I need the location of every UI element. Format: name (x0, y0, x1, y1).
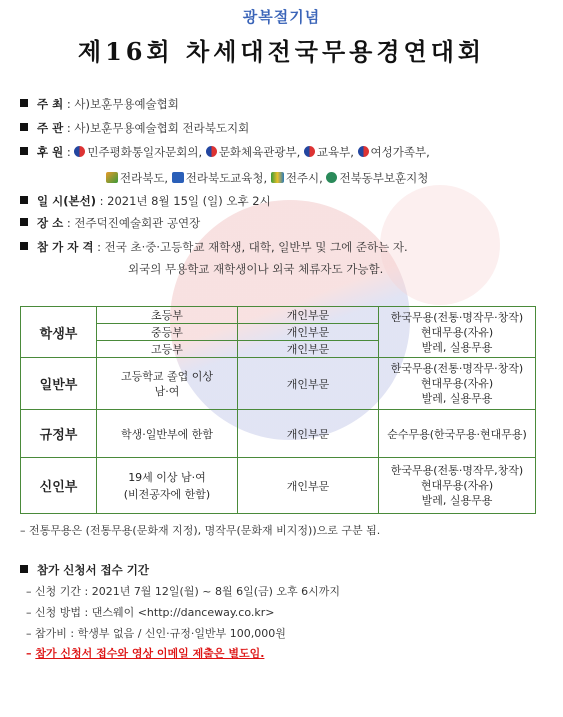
date-row (20, 194, 271, 208)
event-subtitle: 광복절기념 (242, 8, 321, 26)
bullet-square-icon (20, 147, 28, 155)
cat-general: 개인부문 (238, 358, 379, 410)
genre-newcomer (379, 458, 536, 514)
div-middle: 중등부 (97, 324, 238, 341)
div-elementary: 초등부 (97, 307, 238, 324)
date-label: 일 시(본선) (37, 194, 96, 208)
division-table (20, 306, 536, 514)
bullet-square-icon (20, 196, 28, 204)
bullet-square-icon (20, 242, 28, 250)
government-emblem-icon (206, 146, 217, 157)
event-title: 제16회 차세대전국무용경연대회 (77, 37, 486, 66)
host-label: 주 최 (37, 97, 64, 111)
application-period: – 신청 기간 : 2021년 7월 12일(월) ~ 8월 6일(금) 오후 6시까지 (26, 585, 341, 598)
div-newcomer-1: 19세 이상 남·여 (128, 470, 206, 484)
eligibility-value: : 전국 초·중·고등학교 재학생, 대학, 일반부 및 그에 준하는 자. (97, 240, 408, 254)
bullet-square-icon (20, 218, 28, 226)
genre-general-3: 발레, 실용무용 (421, 392, 493, 405)
sponsor-6: 전라북도교육청, (185, 171, 271, 185)
application-heading-text: 참가 신청서 접수 기간 (37, 563, 149, 577)
genre-general-1: 한국무용(전통·명작무·창작) (390, 362, 524, 375)
date-value: : 2021년 8월 15일 (일) 오후 2시 (99, 194, 271, 208)
eligibility-row (20, 240, 408, 254)
sponsor-label: 후 원 (37, 145, 64, 159)
genre-student (379, 307, 536, 358)
sponsor-2: 문화체육관광부, (218, 145, 304, 159)
application-heading (20, 562, 149, 578)
genre-regular: 순수무용(한국무용·현대무용) (379, 410, 536, 458)
sponsor-row (20, 145, 430, 159)
jeonju-logo-icon (271, 172, 284, 183)
cat-student-2: 개인부문 (238, 324, 379, 341)
div-regular: 학생·일반부에 한함 (97, 410, 238, 458)
div-newcomer-2: (비전공자에 한함) (123, 487, 211, 501)
government-emblem-icon (304, 146, 315, 157)
sponsor-8: 전북동부보훈지청 (339, 171, 429, 185)
cat-student-1: 개인부문 (238, 307, 379, 324)
sponsor-1: 민주평화통일자문회의, (87, 145, 206, 159)
eligibility-label: 참 가 자 격 (37, 240, 94, 254)
organizer-value: : 사)보훈무용예술협회 전라북도지회 (66, 121, 250, 135)
div-newcomer (97, 458, 238, 514)
genre-student-2: 현대무용(자유) (420, 325, 494, 339)
host-row (20, 97, 179, 111)
venue-label: 장 소 (37, 216, 64, 230)
venue-value: : 전주덕진예술회관 공연장 (66, 216, 201, 230)
bullet-square-icon (20, 565, 28, 573)
bullet-square-icon (20, 99, 28, 107)
government-emblem-icon (74, 146, 85, 157)
genre-student-3: 발레, 실용무용 (421, 340, 493, 354)
sponsor-7: 전주시, (285, 171, 327, 185)
group-student: 학생부 (21, 307, 97, 358)
div-general-2: 남·여 (154, 384, 180, 398)
sponsor-5: 전라북도, (120, 171, 172, 185)
host-value: : 사)보훈무용예술협회 (66, 97, 179, 111)
bullet-square-icon (20, 123, 28, 131)
genre-newcomer-3: 발레, 실용무용 (421, 494, 493, 507)
div-general-1: 고등학교 졸업 이상 (120, 369, 213, 383)
eligibility-row-2 (128, 262, 383, 276)
warning-text: 참가 신청서 접수와 영상 이메일 제출은 별도임. (35, 647, 265, 660)
group-newcomer: 신인부 (21, 458, 97, 514)
eligibility-value-2: 외국의 무용학교 재학생이나 외국 체류자도 가능함. (128, 262, 384, 276)
organizer-label: 주 관 (37, 121, 64, 135)
application-warning (26, 645, 264, 661)
organizer-row (20, 121, 249, 135)
venue-row (20, 216, 200, 230)
genre-newcomer-1: 한국무용(전통·명작무,창작) (390, 464, 524, 477)
veterans-office-logo-icon (326, 172, 337, 183)
application-method: – 신청 방법 : 댄스웨이 <http://danceway.co.kr> (26, 606, 275, 619)
traditional-dance-note: – 전통무용은 (전통무용(문화재 지정), 명작무(문화재 비지정))으로 구분 됨. (20, 524, 381, 537)
jeonbuk-logo-icon (106, 172, 118, 183)
group-general: 일반부 (21, 358, 97, 410)
div-general (97, 358, 238, 410)
cat-student-3: 개인부문 (238, 341, 379, 358)
genre-newcomer-2: 현대무용(자유) (420, 479, 494, 492)
genre-general-2: 현대무용(자유) (420, 377, 494, 390)
education-office-logo-icon (172, 172, 184, 183)
government-emblem-icon (358, 146, 369, 157)
group-regular: 규정부 (21, 410, 97, 458)
genre-general (379, 358, 536, 410)
div-high: 고등부 (97, 341, 238, 358)
sponsor-row-2 (106, 171, 428, 185)
sponsor-colon: : (66, 145, 75, 159)
cat-regular: 개인부문 (238, 410, 379, 458)
genre-student-1: 한국무용(전통·명작무·창작) (390, 310, 524, 324)
sponsor-3: 교육부, (316, 145, 358, 159)
warning-dash: – (26, 647, 36, 660)
cat-newcomer: 개인부문 (238, 458, 379, 514)
application-fee: – 참가비 : 학생부 없음 / 신인·규정·일반부 100,000원 (26, 627, 286, 640)
sponsor-4: 여성가족부, (370, 145, 430, 159)
